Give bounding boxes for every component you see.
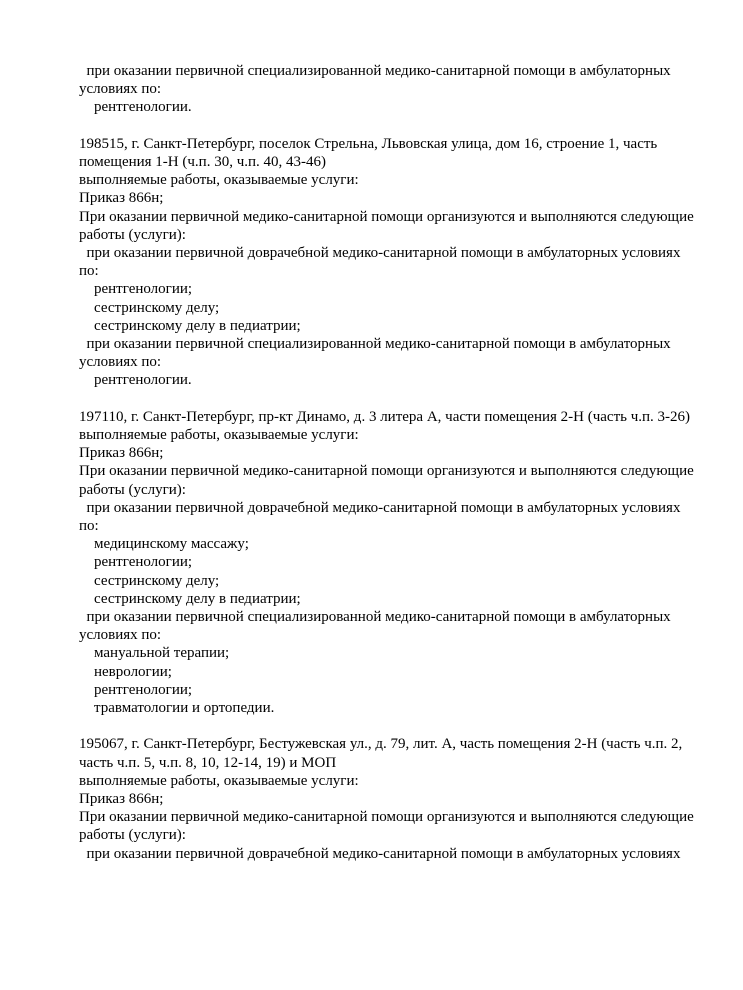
text-line: выполняемые работы, оказываемые услуги: (79, 172, 359, 189)
text-line: рентгенологии; (79, 681, 193, 698)
blank-line (79, 390, 705, 408)
text-line: сестринскому делу; (79, 299, 220, 316)
text-line: по: (79, 263, 99, 280)
blank-line (79, 717, 705, 735)
text-line: при оказании первичной специализированной медико-санитарной помощи в амбулаторных (79, 63, 671, 79)
text-line: выполняемые работы, оказываемые услуги: (79, 427, 359, 444)
text-line: при оказании первичной специализированной медико-санитарной помощи в амбулаторных (79, 336, 671, 353)
text-line: работы (услуги): (79, 226, 186, 243)
text-line: при оказании первичной специализированной медико-санитарной помощи в амбулаторных (79, 609, 671, 626)
text-line: условиях по: (79, 627, 162, 644)
text-line: сестринскому делу; (79, 572, 220, 589)
text-line: работы (услуги): (79, 827, 186, 844)
text-line: 197110, г. Санкт-Петербург, пр-кт Динамо, д. 3 литера А, части помещения 2-Н (часть ч.п. 3-26) (79, 408, 691, 425)
text-line: неврологии; (79, 663, 172, 680)
document-body (79, 62, 705, 863)
text-line: Приказ 866н; (79, 445, 164, 462)
text-line: выполняемые работы, оказываемые услуги: (79, 772, 359, 789)
text-line: часть ч.п. 5, ч.п. 8, 10, 12-14, 19) и МОП (79, 754, 337, 771)
blank-line (79, 117, 705, 135)
text-line: условиях по: (79, 354, 162, 371)
text-line: условиях по: (79, 81, 162, 98)
text-line: сестринскому делу в педиатрии; (79, 317, 301, 334)
text-line: При оказании первичной медико-санитарной помощи организуются и выполняются следующие (79, 208, 694, 225)
text-line: травматологии и ортопедии. (79, 700, 275, 717)
text-line: мануальной терапии; (79, 645, 230, 662)
text-line: 198515, г. Санкт-Петербург, поселок Стрельна, Львовская улица, дом 16, строение 1, часть (79, 135, 658, 152)
text-line: рентгенологии. (79, 372, 192, 389)
text-line: рентгенологии. (79, 99, 192, 116)
text-line: при оказании первичной доврачебной медико-санитарной помощи в амбулаторных условиях (79, 245, 681, 262)
text-line: работы (услуги): (79, 481, 186, 498)
text-line: при оказании первичной доврачебной медико-санитарной помощи в амбулаторных условиях (79, 499, 681, 516)
text-line: рентгенологии; (79, 281, 193, 298)
text-line: При оказании первичной медико-санитарной помощи организуются и выполняются следующие (79, 463, 694, 480)
text-line: Приказ 866н; (79, 791, 164, 808)
text-line: при оказании первичной доврачебной медико-санитарной помощи в амбулаторных условиях (79, 845, 681, 862)
text-line: При оказании первичной медико-санитарной помощи организуются и выполняются следующие (79, 809, 694, 826)
text-line: рентгенологии; (79, 554, 193, 571)
text-line: по: (79, 518, 99, 535)
text-line: Приказ 866н; (79, 190, 164, 207)
text-line: 195067, г. Санкт-Петербург, Бестужевская ул., д. 79, лит. А, часть помещения 2-Н (часть ч.п. 2, (79, 736, 683, 753)
text-line: сестринскому делу в педиатрии; (79, 590, 301, 607)
text-line: помещения 1-Н (ч.п. 30, ч.п. 40, 43-46) (79, 154, 327, 170)
text-line: медицинскому массажу; (79, 536, 249, 553)
